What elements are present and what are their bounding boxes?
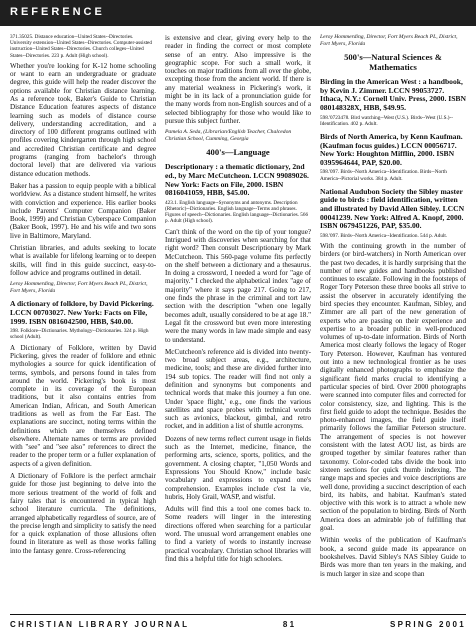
column-1 (10, 34, 156, 606)
review-paragraph: With the continuing growth in the number of birders (or bird-watchers) in North American over the past two decades, it is hardly surprising that the number of new guides and handbooks published continues to escalate. Following in the footsteps of Roger Tory Peterson these three books all strive to assist the observer in accurately identifying the bird species they encounter. Kaufman, Sibley, and Zimmer are all part of the new generation of experts who are passing on their experience and expertise to a broader public in well-produced volumes of up-to-date information. Birds of North America most clearly follows the legacy of Roger Tory Peterson. However, Kaufman has ventured out into a new technological frontier as he uses digitally enhanced photographs to emphasize the significant field marks crucial to identifying a particular species of bird. Over 2000 photographs were scanned into computer files and corrected for color consistency, size, and lighting. This is the first field guide to adopt the technique. Besides the photo-enhanced images, the field guide itself primarily follows the familiar Peterson structure. The arrangement of species is not however consistent with the latest AOU list, as birds are grouped together by similar features rather than taxonomy. Color-coded tabs divide the book into sixteen sections for quick thumb indexing. The range maps and species and voice descriptions are well done, providing a succinct description of each bird, its habits, and habitat. Kaufman's stated objective with this work is to attract a whole new section of the population to birding. Birds of North America does an admirable job of fulfilling that goal. (320, 241, 466, 533)
review-paragraph: A Dictionary of Folklore, written by David Pickering, gives the reader of folklore and ethnic mythologies a source for quick identification of terms, symbols, and persons found in tales from around the world. Pickering's book is most complete in its coverage of the European traditions, but it also contains entries from American Indian, African, and South American traditions as well as from the Far East. The explanations are succinct, noting terms within the definitions which are themselves defined elsewhere. Alternate names or terms are provided with "see" and "see also" references to direct the reader to the proper term or a fuller explanation of aspects of a given definition. (10, 343, 156, 468)
entry-subjects: 398. Folklore--Dictionaries. Mythology--Dictionaries. 324 p. High school (Adult). (10, 328, 149, 341)
book-entry-title: Birds of North America, by Kenn Kaufman. (Kaufman focus guides.) LCCN 00056717. New York: Houghton Mifflin, 2000. ISBN 0395964644, PAP, $20.00. (320, 131, 463, 167)
review-paragraph: Whether you're looking for K-12 home schooling or want to earn an undergraduate or graduate degree, this guide will help the reader discover the options available for Christian distance learning. As a reference took, Baker's Guide to Christian Distance Education features aspects of distance learning such as models of distance course delivery, understanding accreditation, and a directory of 100 different programs outlined with profiles covering kindergarten through high school and accredited Christian certificate and degree programs (ranging from bachelor's through doctoral level) that are delivered via various distance education methods. (10, 61, 156, 178)
reviewer-credit: Leroy Hommerding, Director, Fort Myers Beach PL, District, Fort Myers, Florida (10, 281, 148, 294)
reviewer-credit: Pamela A. Seda, (Librarian/English Teacher, Chalcedon Christian School, Cumming, Georgia (165, 129, 292, 142)
review-paragraph: Baker has a passion to equip people with a biblical worldview. As a distance student himself, he writes with conviction and experience. His earlier books include Parents' Computer Companion (Baker Book, 1999) and Christian Cyberspace Companion (Baker Book, 1997). He and his wife and two sons live in Baltimore, Maryland. (10, 181, 156, 240)
review-paragraph: Can't think of the word on the tip of your tongue? Intrigued with discoveries when searching for that right word? Then consult Descriptionary by Mark McCutcheon. This 560-page volume fits perfectly on the shelf between a dictionary and a thesaurus. In doing a crossword, I needed a word for "age of majority." I checked the alphabetical index "age of majority" where it says page 217. Going to 217, one finds the phrase in the criminal and tort law section with the description "when one legally becomes adult, usually considered to be at age 18." Legal fit the crossword but even more interesting were the many words in law made simple and easy to understand. (165, 227, 311, 344)
journal-name: CHRISTIAN LIBRARY JOURNAL (10, 620, 190, 629)
entry-subjects: 598.'0723478. Bird watching--West (U.S.). Birds--West (U.S.)--Identification. 402 p. Adult. (320, 114, 453, 127)
review-paragraph: Dozens of new terms reflect current usage in fields such as the Internet, medicine, finance, the performing arts, science, sports, politics, and the government. A closing chapter, "1,050 Words and Expressions You Should Know," include basic vocabulary and expressions to expand one's comprehension. Examples include c'est la vie, hubris, Holy Grail, WASP, and wistful. (165, 434, 311, 501)
review-paragraph: A Dictionary of Folklore is the perfect armchair guide for those just beginning to delve into the more serious treatment of the world of folk and fairy tales that is encountered in typical high school literature curricula. The definitions, arranged alphabetically regardless of source, are of the precise length and simplicity to satisfy the need for a quick explanation of those allusions often found in literature as well as those works falling into the fantasy genre. Cross-referencing (10, 472, 156, 555)
review-paragraph: McCutcheon's reference aid is divided into twenty-two broad subject areas, e.g., architecture, medicine, tools; and these are divided further into 194 sub topics. The reader will find not only a definition and synonyms but components and technical words that make this journey a fun one. Under 'space flight,' e.g., one finds the various satellites and space probes with technical words such as avionics, blackout, gimbal, and retro rocket, and in addition a list of shuttle acronyms. (165, 347, 311, 431)
review-paragraph: is extensive and clear, giving every help to the reader in finding the correct or most complete sense of an entry. Also impressive is the geographic scope. For such a small work, it touches on major traditions from all over the globe, excepting those from the ancient world. If there is any material weakness in Pickering's work, it might be in its lack of a pronunciation guide for the many words from non-English sources and of a selected bibliography for those who would like to pursue this subject further. (165, 34, 311, 125)
columns (10, 34, 466, 606)
page-footer (10, 620, 466, 629)
review-paragraph: Adults will find this a tool one comes back to. Some readers will linger in the interesting directions offered when searching for a particular word. The unusual word arrangement enables one to find a variety of words to instantly increase practical vocabulary. Christian school libraries will find this a helpful title for high schoolers. (165, 505, 311, 563)
page-number: 81 (282, 620, 297, 629)
book-entry-title: A dictionary of folklore, by David Pickering. LCCN 00703027. New York: Facts on File, 1999. ISBN 0816042500, HBB, $40.00. (10, 299, 154, 326)
issue-label: SPRING 2001 (390, 620, 466, 629)
reviewer-credit: Leroy Hommerding, Director, Fort Myers Beach PL, District, Fort Myers, Florida (320, 34, 458, 47)
section-header: REFERENCE (10, 6, 105, 18)
book-entry-title: Birding in the American West : a handbook, by Kevin J. Zimmer. LCCN 99053727. Ithaca, N.Y.: Cornell Univ. Press, 2000. ISBN 080148328X, HBB, $49.95. (320, 77, 466, 112)
entry-subjects: 371.35025. Distance education--United States--Directories. University extension--United States--Directories. Computer-assisted instruction--United States--Directories. Church colleges--United States--Directories. 223 p. Adult (High school). (10, 34, 152, 59)
book-entry-title: National Audubon Society the Sibley master guide to birds : field identification, written and illustrated by David Allen Sibley. LCCN 00041239. New York: Alfred A. Knopf, 2000. ISBN 0679451226, PAP, $35.00. (320, 186, 465, 231)
column-3 (320, 34, 466, 606)
footer-rule (10, 614, 466, 615)
column-2 (165, 34, 311, 606)
entry-subjects: 598.'097. Birds--North America--Identification. 544 p. Adult. (320, 232, 448, 239)
entry-subjects: 423.1. English language--Synonyms and antonyms. Description (Rhetoric)--Dictionaries. English language--Terms and phrases. Figures of speech--Dictionaries. English language--Dictionaries. 566 p. Adult (High school). (165, 199, 309, 225)
section-heading: 400's—Language (206, 147, 270, 158)
header-bar (0, 0, 476, 26)
review-paragraph: Within weeks of the publication of Kaufman's book, a second guide made its appearance on bookshelves. David Sibley's NAS Sibley Guide to Birds was more than ten years in the making, and is much larger in size and scope than (320, 536, 466, 578)
review-paragraph: Christian libraries, and adults seeking to locate what is available for lifelong learning or to deepen skills, will find in this guide succinct, easy-to-follow advice and programs outlined in detail. (10, 244, 156, 277)
book-entry-title: Descriptionary : a thematic dictionary, 2nd ed., by Marc McCutcheon. LCCN 99089026. New York: Facts on File, 2000. ISBN 0816041059, HBB, $45.00. (165, 162, 309, 198)
entry-subjects: 598.'097. Birds--North America--Identification. Birds--North America--Pictorial works. 384 p. Adult. (320, 169, 447, 182)
section-heading: 500's—Natural Sciences & Mathematics (344, 52, 442, 73)
